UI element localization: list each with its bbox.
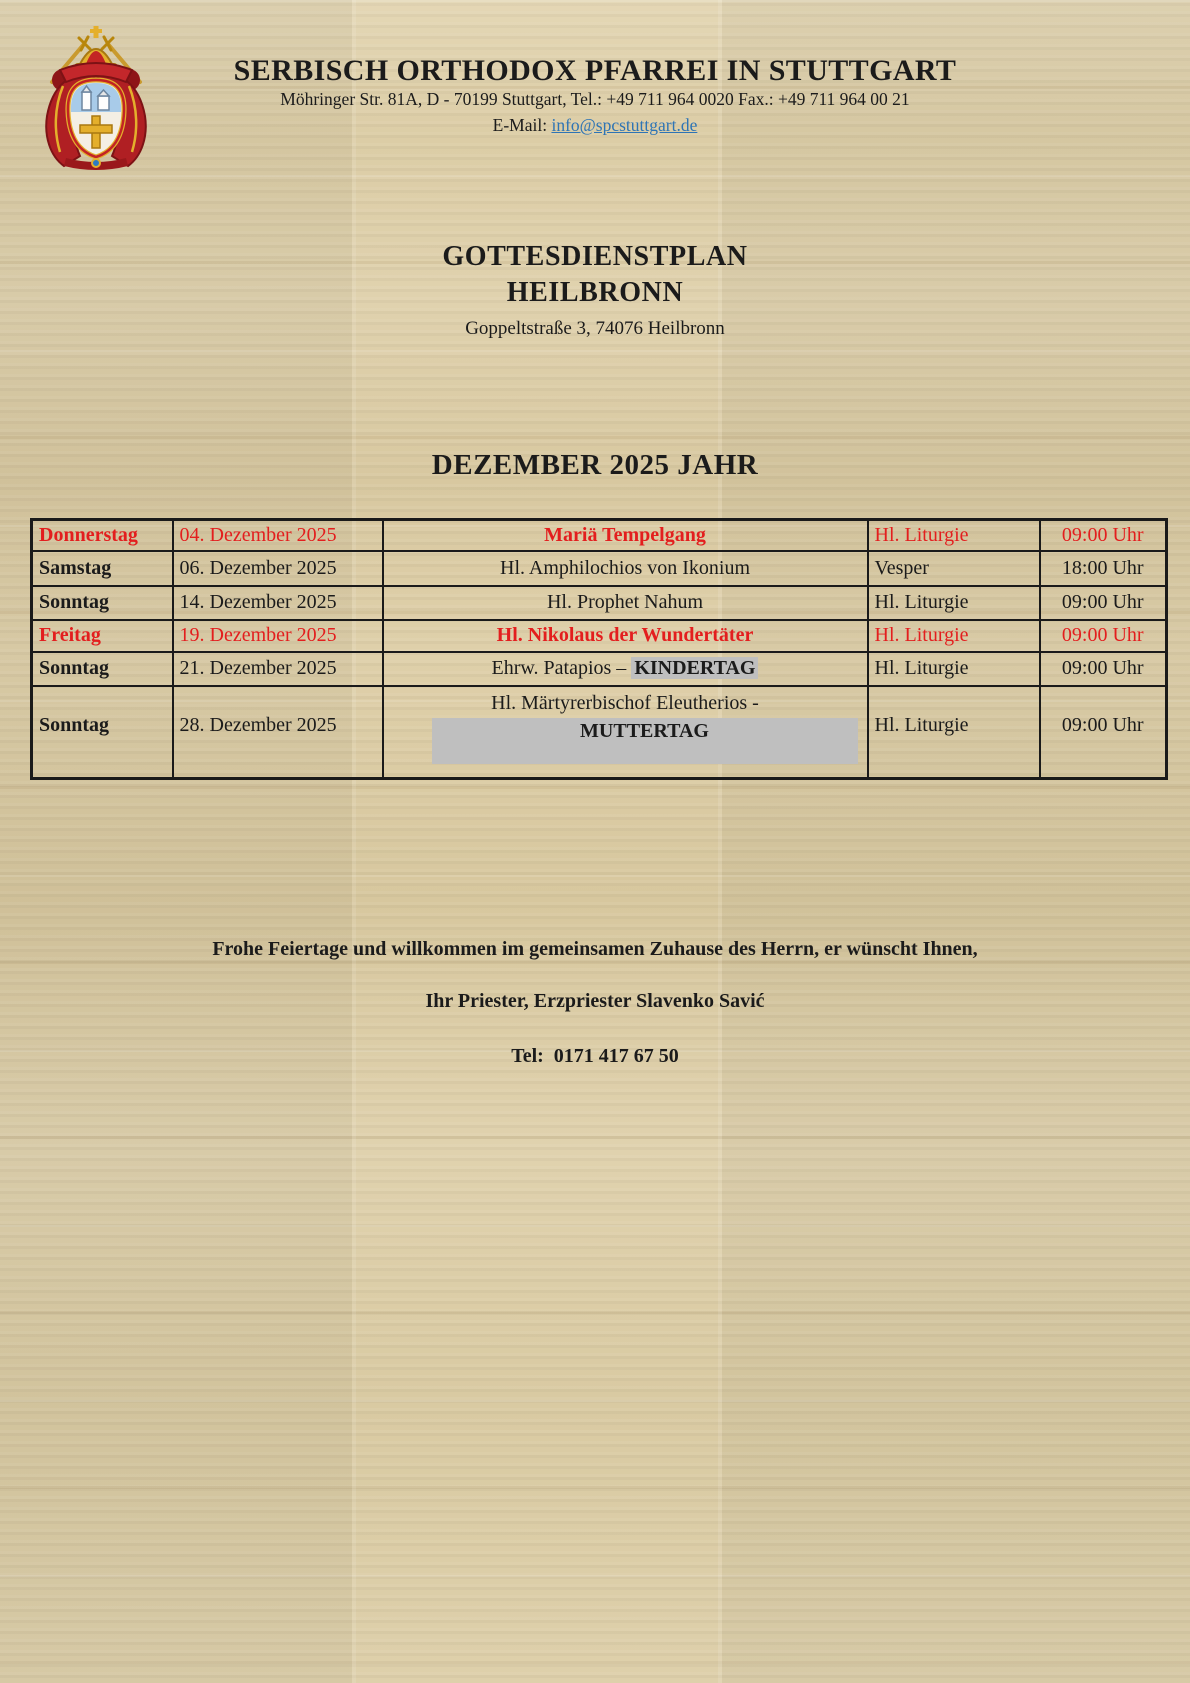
month-title: DEZEMBER 2025 JAHR <box>431 449 759 481</box>
greeting-text: Frohe Feiertage und willkommen im gemeinsamen Zuhause des Herrn, er wünscht Ihnen, <box>212 938 978 960</box>
kindertag-highlight: KINDERTAG <box>631 657 758 679</box>
service-cell: Hl. Liturgie <box>868 620 1040 652</box>
parish-title: SERBISCH ORTHODOX PFARREI IN STUTTGART <box>233 54 957 87</box>
feast-text: Hl. Märtyrerbischof Eleutherios - <box>491 691 759 714</box>
time-cell: 09:00 Uhr <box>1040 652 1167 686</box>
feast-cell: Mariä Tempelgang <box>383 520 868 551</box>
date-cell: 04. Dezember 2025 <box>173 520 383 551</box>
table-row <box>32 652 1167 686</box>
feast-cell <box>383 652 868 686</box>
table-row <box>32 520 1167 551</box>
email-link[interactable]: info@spcstuttgart.de <box>551 115 698 135</box>
service-cell: Vesper <box>868 551 1040 586</box>
service-cell: Hl. Liturgie <box>868 686 1040 779</box>
feast-cell: Hl. Nikolaus der Wundertäter <box>383 620 868 652</box>
feast-cell: Hl. Prophet Nahum <box>383 586 868 620</box>
table-row <box>32 686 1167 779</box>
time-cell: 09:00 Uhr <box>1040 520 1167 551</box>
plan-address: Goppeltstraße 3, 74076 Heilbronn <box>465 318 725 339</box>
parish-email-line <box>0 115 1190 136</box>
phone-text: Tel: 0171 417 67 50 <box>511 1045 679 1067</box>
date-cell: 14. Dezember 2025 <box>173 586 383 620</box>
time-cell: 18:00 Uhr <box>1040 551 1167 586</box>
feast-cell: Hl. Amphilochios von Ikonium <box>383 551 868 586</box>
date-cell: 06. Dezember 2025 <box>173 551 383 586</box>
service-cell: Hl. Liturgie <box>868 520 1040 551</box>
schedule-table <box>30 518 1168 780</box>
day-cell: Samstag <box>32 551 173 586</box>
day-cell: Sonntag <box>32 686 173 779</box>
service-cell: Hl. Liturgie <box>868 586 1040 620</box>
parish-address: Möhringer Str. 81A, D - 70199 Stuttgart, Tel.: +49 711 964 0020 Fax.: +49 711 964 00 21 <box>280 89 910 109</box>
plan-title-line1: GOTTESDIENSTPLAN <box>442 241 748 272</box>
day-cell: Sonntag <box>32 652 173 686</box>
service-cell: Hl. Liturgie <box>868 652 1040 686</box>
feast-text: Ehrw. Patapios – <box>491 657 632 679</box>
date-cell: 19. Dezember 2025 <box>173 620 383 652</box>
date-cell: 21. Dezember 2025 <box>173 652 383 686</box>
day-cell: Sonntag <box>32 586 173 620</box>
day-cell: Freitag <box>32 620 173 652</box>
time-cell: 09:00 Uhr <box>1040 586 1167 620</box>
date-cell: 28. Dezember 2025 <box>173 686 383 779</box>
day-cell: Donnerstag <box>32 520 173 551</box>
time-cell: 09:00 Uhr <box>1040 620 1167 652</box>
time-cell: 09:00 Uhr <box>1040 686 1167 779</box>
table-row <box>32 620 1167 652</box>
feast-cell <box>383 686 868 779</box>
plan-title-line2: HEILBRONN <box>506 277 684 308</box>
table-row <box>32 586 1167 620</box>
muttertag-highlight: MUTTERTAG <box>432 718 858 764</box>
signature-text: Ihr Priester, Erzpriester Slavenko Savić <box>425 990 765 1012</box>
table-row <box>32 551 1167 586</box>
email-label: E-Mail: <box>492 115 548 135</box>
